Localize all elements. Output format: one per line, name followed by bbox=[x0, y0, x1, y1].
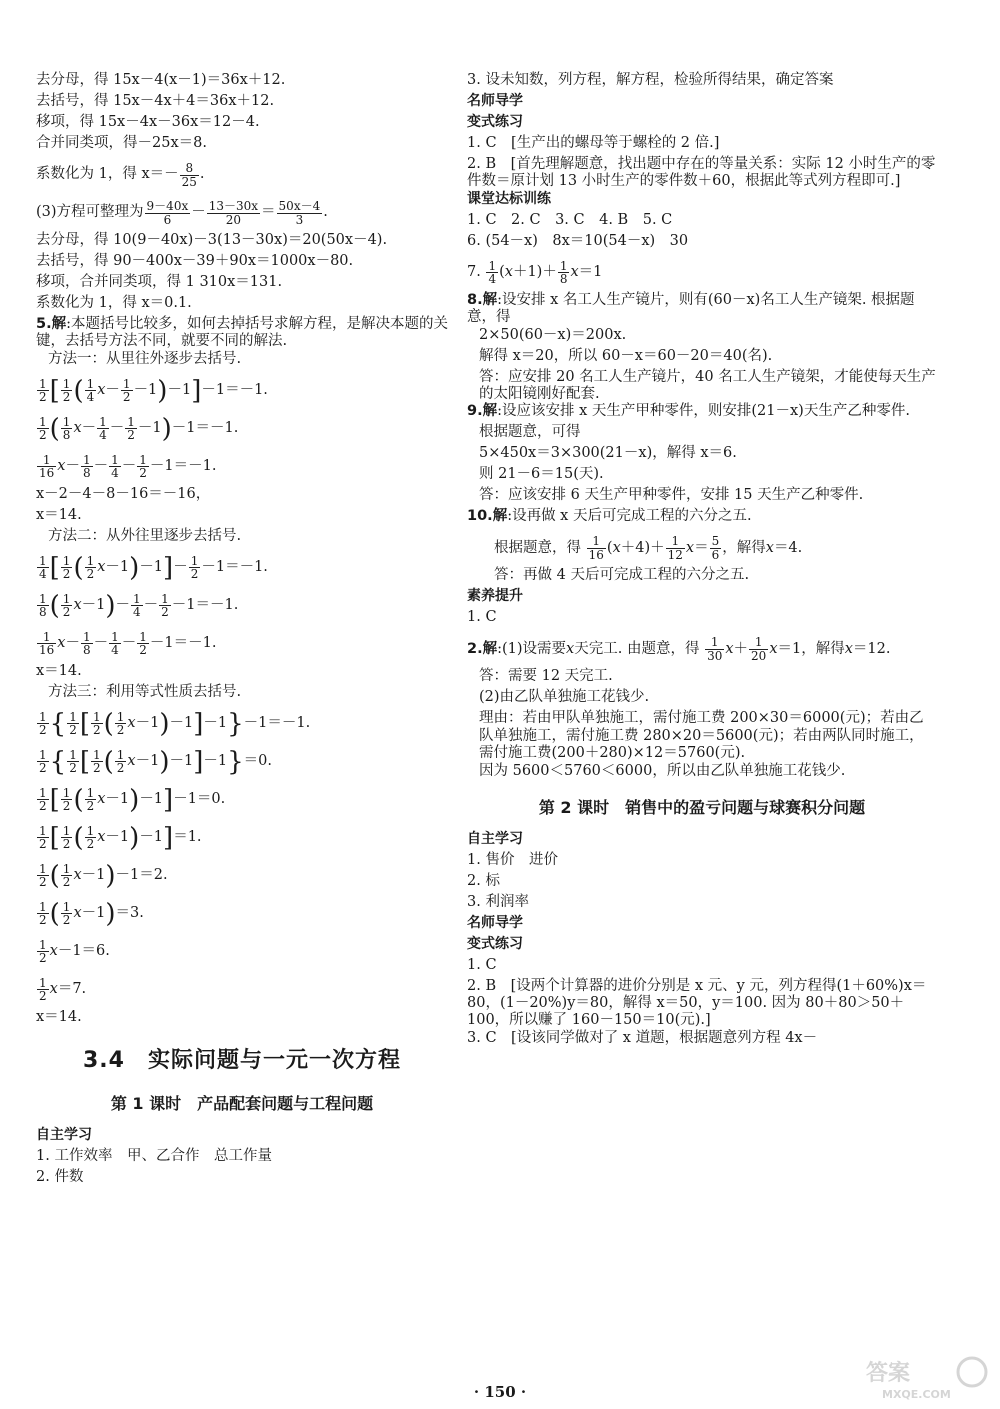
answer-line: 则 21－6＝15(天). bbox=[479, 466, 604, 483]
method-1-label: 方法一：从里往外逐步去括号. bbox=[48, 350, 242, 367]
subheading: 课堂达标训练 bbox=[467, 190, 551, 207]
equation-line: x＝14. bbox=[36, 506, 82, 523]
lesson-heading: 第 1 课时 产品配套问题与工程问题 bbox=[110, 1094, 374, 1114]
equation-line: $\frac{1}{2}$ [ $\frac{1}{2}$ ( $\frac{1}{4}$ x － $\frac{1}{2}$ －1 ) －1 ] －1＝－1. bbox=[39, 375, 268, 406]
left-column bbox=[36, 72, 448, 1190]
answer-line: 答：再做 4 天后可完成工程的六分之五. bbox=[494, 567, 750, 584]
answer-line: 1. C bbox=[467, 956, 497, 973]
subheading: 自主学习 bbox=[36, 1127, 92, 1144]
subheading: 名师导学 bbox=[467, 914, 523, 931]
answer-line: 7. $\frac{1}{4}$ ( x ＋1)＋ $\frac{1}{8}$ x ＝1 bbox=[467, 258, 603, 287]
answer-line: 答：应该安排 6 天生产甲种零件，安排 15 天生产乙种零件. bbox=[479, 487, 864, 504]
answer-line: 2×50(60－x)＝200x. bbox=[479, 326, 627, 343]
subheading: 变式练习 bbox=[467, 114, 523, 130]
subheading: 名师导学 bbox=[467, 93, 523, 109]
answer-line: 根据题意，得 $\frac{1}{16}$ ( x ＋4)＋ $\frac{1}{12}$ x ＝ $\frac{5}{6}$ ，解得 x ＝4. bbox=[494, 534, 803, 562]
answer-line: 1. 售价 进价 bbox=[467, 851, 558, 868]
question-8: 8.解:设安排 x 名工人生产镜片，则有(60－x)名工人生产镜架. 根据题意，得 bbox=[467, 291, 915, 326]
equation-line: $\frac{1}{2}$ { $\frac{1}{2}$ [ $\frac{1}{2}$ ( $\frac{1}{2}$ x －1 ) －1 ] －1 } ＝0. bbox=[39, 746, 273, 777]
answer-line: 1. C [生产出的螺母等于螺栓的 2 倍.] bbox=[467, 135, 720, 151]
answer-line: 因为 5600＜5760＜6000，所以由乙队单独施工花钱少. bbox=[479, 762, 846, 779]
answer-line: (2)由乙队单独施工花钱少. bbox=[479, 689, 650, 706]
watermark-logo bbox=[862, 1352, 994, 1402]
fraction: $\frac{8}{25}$ bbox=[181, 160, 197, 189]
step-line: 去分母，得 10(9－40x)－3(13－30x)＝20(50x－4). bbox=[36, 232, 388, 248]
answer-line: 2. B [首先理解题意，找出题中存在的等量关系：实际 12 小时生产的零件数＝原计划 13 小时生产的零件数＋60，根据此等式列方程即可.] bbox=[467, 156, 936, 190]
method-3-label: 方法三：利用等式性质去括号. bbox=[48, 683, 242, 700]
subheading: 自主学习 bbox=[467, 830, 523, 847]
step-line: 移项，得 15x－4x－36x＝12－4. bbox=[36, 114, 260, 130]
answer-line: 3. 设未知数，列方程，解方程，检验所得结果，确定答案 bbox=[467, 72, 834, 88]
equation-line: $\frac{1}{2}$ ( $\frac{1}{2}$ x －1 ) －1＝2. bbox=[39, 860, 168, 891]
answer-line: 2. B [设两个计算器的进价分别是 x 元、y 元，列方程得(1＋60%)x＝80，(1－20%)y＝80，解得 x＝50，y＝100. 因为 80＋80＞50＋100，所以赚了 160－150＝10(元).] bbox=[467, 977, 927, 1029]
answer-line: 5×450x＝3×300(21－x)，解得 x＝6. bbox=[479, 445, 737, 462]
method-2-label: 方法二：从外往里逐步去括号. bbox=[48, 527, 242, 544]
svg-text:答案: 答案 bbox=[866, 1361, 911, 1386]
answer-line: 答：应安排 20 名工人生产镜片，40 名工人生产镜架，才能使每天生产的太阳镜刚好配套. bbox=[479, 368, 936, 402]
section-heading: 3.4 实际问题与一元一次方程 bbox=[83, 1047, 401, 1073]
answer-line: 2. 件数 bbox=[36, 1169, 84, 1186]
answer-line: 6. (54－x) 8x＝10(54－x) 30 bbox=[467, 232, 689, 249]
answer-line: 1. C bbox=[467, 609, 497, 626]
step-line: 系数化为 1，得 x＝－ $\frac{8}{25}$ . bbox=[36, 160, 205, 189]
equation-line: $\frac{1}{8}$ ( $\frac{1}{2}$ x －1 ) － $\frac{1}{4}$ － $\frac{1}{2}$ －1＝－1. bbox=[39, 590, 239, 621]
equation-line: x＝14. bbox=[36, 662, 82, 679]
subheading: 素养提升 bbox=[467, 588, 523, 605]
answer-line: 理由：若由甲队单独施工，需付施工费 200×30＝6000(元)；若由乙队单独施工，需付施工费 280×20＝5600(元)；若由两队同时施工，需付施工费(200＋280)×12＝5760(元). bbox=[479, 710, 924, 762]
question-9: 9.解:设应该安排 x 天生产甲种零件，则安排(21－x)天生产乙种零件. bbox=[467, 403, 910, 420]
answer-line: 根据题意，可得 bbox=[479, 424, 581, 441]
equation-line: $\frac{1}{2}$ x －1＝6. bbox=[39, 937, 110, 966]
equation-line: $\frac{1}{2}$ { $\frac{1}{2}$ [ $\frac{1}{2}$ ( $\frac{1}{2}$ x －1 ) －1 ] －1 } －1＝－1. bbox=[39, 708, 311, 739]
question-10: 10.解:设再做 x 天后可完成工程的六分之五. bbox=[467, 508, 752, 525]
step-line: 去括号，得 90－400x－39＋90x＝1000x－80. bbox=[36, 253, 354, 269]
answer-line: 答：需要 12 天完工. bbox=[479, 668, 613, 685]
equation-line: $\frac{1}{2}$ [ $\frac{1}{2}$ ( $\frac{1}{2}$ x －1 ) －1 ] ＝1. bbox=[39, 822, 202, 853]
equation-line: $\frac{1}{2}$ ( $\frac{1}{8}$ x － $\frac{1}{4}$ － $\frac{1}{2}$ －1 ) －1＝－1. bbox=[39, 413, 239, 444]
equation-line: $\frac{1}{2}$ x ＝7. bbox=[39, 975, 87, 1004]
svg-text:MXQE.COM: MXQE.COM bbox=[882, 1388, 951, 1401]
step-line: 移项，合并同类项，得 1 310x＝131. bbox=[36, 274, 283, 290]
question-s2: 2. 解 :(1)设需要 x 天完工. 由题意，得 $\frac{1}{30}$ x ＋ $\frac{1}{20}$ x ＝1，解得 x ＝12. bbox=[467, 635, 891, 663]
answer-line: 解得 x＝20，所以 60－x＝60－20＝40(名). bbox=[479, 347, 773, 364]
answer-line: 2. 标 bbox=[467, 872, 500, 889]
question-5: 5.解:本题括号比较多，如何去掉括号求解方程，是解决本题的关键，去括号方法不同，就要不同的解法. bbox=[36, 316, 448, 350]
answer-line: 3. 利润率 bbox=[467, 893, 529, 910]
equation-line: x＝14. bbox=[36, 1008, 82, 1025]
step-line: 系数化为 1，得 x＝0.1. bbox=[36, 295, 192, 311]
equation-line: $\frac{1}{4}$ [ $\frac{1}{2}$ ( $\frac{1}{2}$ x －1 ) －1 ] － $\frac{1}{2}$ －1＝－1. bbox=[39, 552, 268, 583]
lesson-heading: 第 2 课时 销售中的盈亏问题与球赛积分问题 bbox=[538, 797, 866, 817]
step-line: 去括号，得 15x－4x＋4＝36x＋12. bbox=[36, 93, 275, 109]
step-line: (3)方程可整理为 $\frac{9-40x}{6}$ － $\frac{13-30x}{20}$ ＝ $\frac{50x-4}{3}$ . bbox=[36, 198, 328, 227]
answer-line: 1. C 2. C 3. C 4. B 5. C bbox=[467, 211, 673, 228]
equation-line: $\frac{1}{2}$ [ $\frac{1}{2}$ ( $\frac{1}{2}$ x －1 ) －1 ] －1＝0. bbox=[39, 784, 226, 815]
equation-line: $\frac{1}{16}$ x － $\frac{1}{8}$ － $\frac{1}{4}$ － $\frac{1}{2}$ －1＝－1. bbox=[39, 629, 217, 658]
step-line: 合并同类项，得－25x＝8. bbox=[36, 135, 207, 151]
right-column bbox=[467, 72, 937, 1051]
answer-line: 3. C [设该同学做对了 x 道题，根据题意列方程 4x－ bbox=[467, 1029, 818, 1046]
step-line: 去分母，得 15x－4(x－1)＝36x＋12. bbox=[36, 72, 286, 88]
answer-line: 1. 工作效率 甲、乙合作 总工作量 bbox=[36, 1148, 272, 1165]
equation-line: x－2－4－8－16＝－16， bbox=[36, 485, 211, 502]
equation-line: $\frac{1}{16}$ x － $\frac{1}{8}$ － $\frac{1}{4}$ － $\frac{1}{2}$ －1＝－1. bbox=[39, 452, 217, 481]
equation-line: $\frac{1}{2}$ ( $\frac{1}{2}$ x －1 ) ＝3. bbox=[39, 898, 144, 929]
page-number: · 150 · bbox=[473, 1383, 527, 1401]
subheading: 变式练习 bbox=[467, 935, 523, 952]
